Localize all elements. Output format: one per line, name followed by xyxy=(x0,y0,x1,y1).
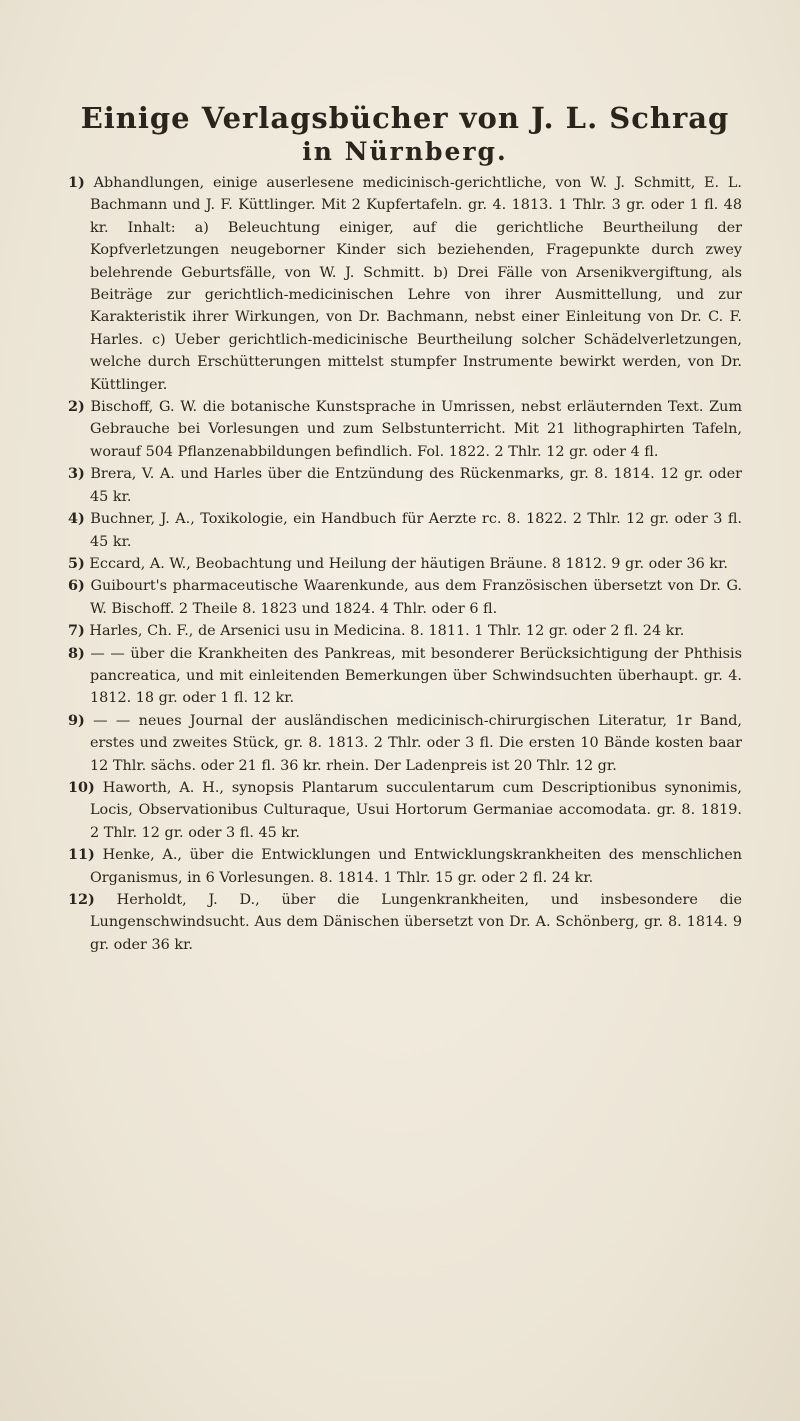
list-item xyxy=(68,777,742,844)
list-item xyxy=(68,889,742,956)
page-subtitle: in Nürnberg. xyxy=(302,137,508,166)
list-item xyxy=(68,463,742,508)
entry-list xyxy=(68,172,742,956)
list-item xyxy=(68,553,742,575)
entry-number: 9) xyxy=(68,711,85,729)
entry-number: 3) xyxy=(68,465,85,483)
list-item xyxy=(68,396,742,463)
entry-text: — — über die Krankheiten des Pankreas, mit besonderer Berücksichtigung der Phthisis pancreatica, und mit einleitenden Bemerkungen über Schwindsuchten überhaupt. gr. 4. 1812. 18 gr. oder 1 fl. 12 kr. xyxy=(90,645,743,707)
entry-number: 4) xyxy=(68,510,85,528)
list-item xyxy=(68,710,742,777)
entry-number: 6) xyxy=(68,577,85,595)
list-item xyxy=(68,844,742,889)
entry-text: Abhandlungen, einige auserlesene medicinisch-gerichtliche, von W. J. Schmitt, E. L. Bachmann und J. F. Küttlinger. Mit 2 Kupfertafeln. gr. 4. 1813. 1 Thlr. 3 gr. oder 1 fl. 48 kr. Inhalt: a) Beleuchtung einiger, auf die gerichtliche Beurtheilung der Kopfverletzungen neugeborner Kinder sich beziehenden, Fragepunkte durch zwey belehrende Geburtsfälle, von W. J. Schmitt. b) Drei Fälle von Arsenikvergiftung, als Beiträge zur gerichtlich-medicinischen Lehre von ihrer Ausmittellung, und zur Karakteristik ihrer Wirkungen, von Dr. Bachmann, nebst einer Einleitung von Dr. C. F. Harles. c) Ueber gerichtlich-medicinische Beurtheilung solcher Schädelverletzungen, welche durch Erschütterungen mittelst stumpfer Instrumente bewirkt werden, von Dr. Küttlinger. xyxy=(90,175,742,393)
entry-text: Haworth, A. H., synopsis Plantarum succulentarum cum Descriptionibus synonimis, Locis, Observationibus Culturaque, Usui Hortorum Germaniae accomodata. gr. 8. 1819. 2 Thlr. 12 gr. oder 3 fl. 45 kr. xyxy=(90,779,742,841)
entry-text: Eccard, A. W., Beobachtung und Heilung der häutigen Bräune. 8 1812. 9 gr. oder 36 kr. xyxy=(89,555,728,572)
entry-text: — — neues Journal der ausländischen medicinisch-chirurgischen Literatur, 1r Band, erstes und zweites Stück, gr. 8. 1813. 2 Thlr. oder 3 fl. Die ersten 10 Bände kosten baar 12 Thlr. sächs. oder 21 fl. 36 kr. rhein. Der Ladenpreis ist 20 Thlr. 12 gr. xyxy=(90,712,742,774)
list-item xyxy=(68,575,742,620)
entry-text: Bischoff, G. W. die botanische Kunstsprache in Umrissen, nebst erläuternden Text. Zum Gebrauche bei Vorlesungen und zum Selbstunterricht. Mit 21 lithographirten Tafeln, worauf 504 Pflanzenabbildungen befindlich. Fol. 1822. 2 Thlr. 12 gr. oder 4 fl. xyxy=(90,399,742,460)
entry-number: 2) xyxy=(68,398,85,416)
list-item xyxy=(68,508,742,553)
entry-number: 8) xyxy=(68,644,85,662)
entry-text: Harles, Ch. F., de Arsenici usu in Medicina. 8. 1811. 1 Thlr. 12 gr. oder 2 fl. 24 kr. xyxy=(89,623,685,640)
entry-number: 7) xyxy=(68,622,85,640)
entry-text: Henke, A., über die Entwicklungen und Entwicklungskrankheiten des menschlichen Organismus, in 6 Vorlesungen. 8. 1814. 1 Thlr. 15 gr. oder 2 fl. 24 kr. xyxy=(90,847,742,886)
entry-text: Brera, V. A. und Harles über die Entzündung des Rückenmarks, gr. 8. 1814. 12 gr. oder 45 kr. xyxy=(90,466,742,505)
entry-number: 1) xyxy=(68,174,85,191)
entry-number: 5) xyxy=(68,554,85,572)
entry-text: Herholdt, J. D., über die Lungenkrankheiten, und insbesondere die Lungenschwindsucht. Aus dem Dänischen übersetzt von Dr. A. Schönberg, gr. 8. 1814. 9 gr. oder 36 kr. xyxy=(90,892,742,953)
entry-number: 10) xyxy=(68,778,95,796)
list-item xyxy=(68,643,742,710)
page-title: Einige Verlagsbücher von J. L. Schrag xyxy=(80,101,730,135)
entry-text: Guibourt's pharmaceutische Waarenkunde, aus dem Französischen übersetzt von Dr. G. W. Bischoff. 2 Theile 8. 1823 und 1824. 4 Thlr. oder 6 fl. xyxy=(90,578,743,617)
entry-text: Buchner, J. A., Toxikologie, ein Handbuch für Aerzte rc. 8. 1822. 2 Thlr. 12 gr. oder 3 fl. 45 kr. xyxy=(90,511,743,550)
entry-number: 11) xyxy=(68,846,95,864)
list-item xyxy=(68,172,742,396)
list-item xyxy=(68,620,742,642)
entry-number: 12) xyxy=(68,891,95,908)
